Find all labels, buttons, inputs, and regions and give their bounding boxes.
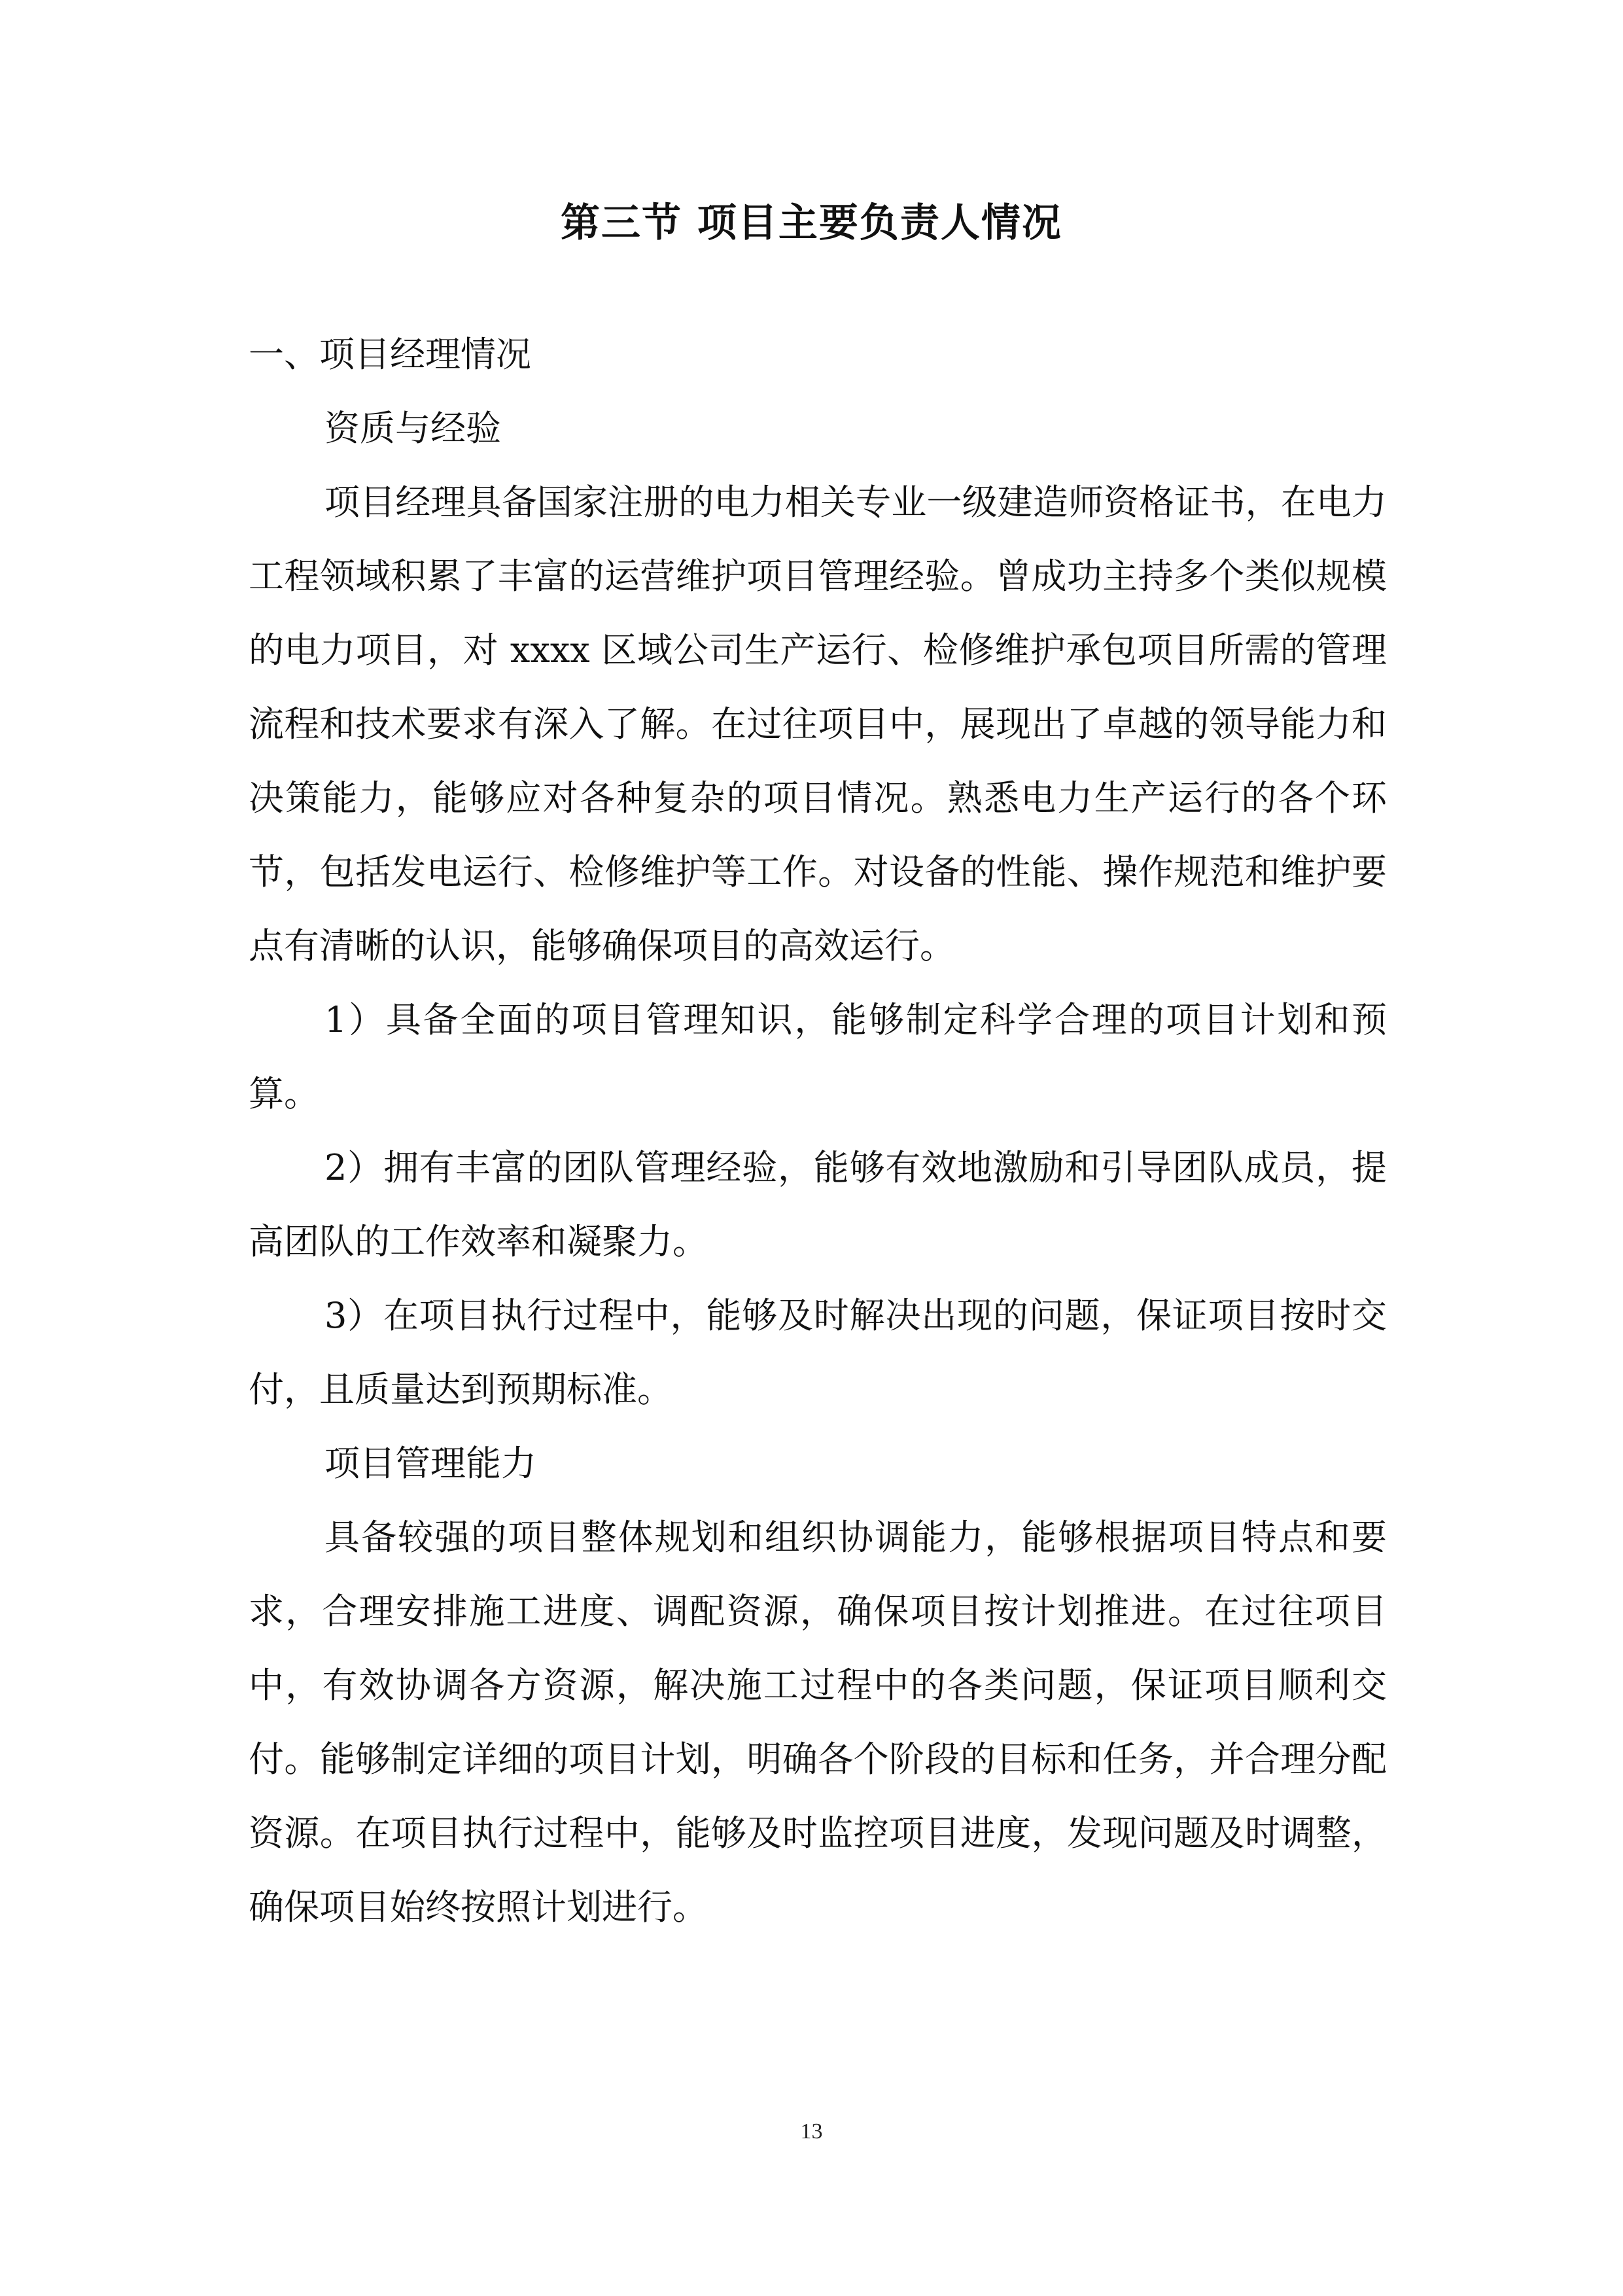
section-title: 第三节 项目主要负责人情况 — [561, 200, 1062, 246]
subheading-qualification: 资质与经验 — [324, 408, 501, 449]
list-item: 2）拥有丰富的团队管理经验，能够有效地激励和引导团队成员，提高团队的工作效率和凝聚力。 — [249, 1147, 1387, 1262]
paragraph-qualification: 项目经理具备国家注册的电力相关专业一级建造师资格证书，在电力工程领域积累了丰富的运营维护项目管理经验。曾成功主持多个类似规模的电力项目，对 xxxx 区域公司生产运行、检修维护承包项目所需的管理流程和技术要求有深入了解。在过往项目中，展现出了卓越的领导能力和决策能力，能够应对各种复杂的项目情况。熟悉电力生产运行的各个环节，包括发电运行、检修维护等工作。对设备的性能、操作规范和维护要点有清晰的认识，能够确保项目的高效运行。 — [249, 482, 1387, 966]
page-number: 13 — [800, 2119, 823, 2144]
list-item: 1）具备全面的项目管理知识，能够制定科学合理的项目计划和预算。 — [249, 999, 1387, 1114]
paragraph-management-ability: 具备较强的项目整体规划和组织协调能力，能够根据项目特点和要求，合理安排施工进度、调配资源，确保项目按计划推进。在过往项目中，有效协调各方资源，解决施工过程中的各类问题，保证项目顺利交付。能够制定详细的项目计划，明确各个阶段的目标和任务，并合理分配资源。在项目执行过程中，能够及时监控项目进度，发现问题及时调整，确保项目始终按照计划进行。 — [249, 1517, 1387, 1928]
document-body — [249, 317, 1387, 1944]
subheading-management-ability: 项目管理能力 — [324, 1443, 536, 1484]
list-item: 3）在项目执行过程中，能够及时解决出现的问题，保证项目按时交付，且质量达到预期标准。 — [249, 1295, 1387, 1410]
heading-project-manager: 一、项目经理情况 — [249, 334, 531, 375]
